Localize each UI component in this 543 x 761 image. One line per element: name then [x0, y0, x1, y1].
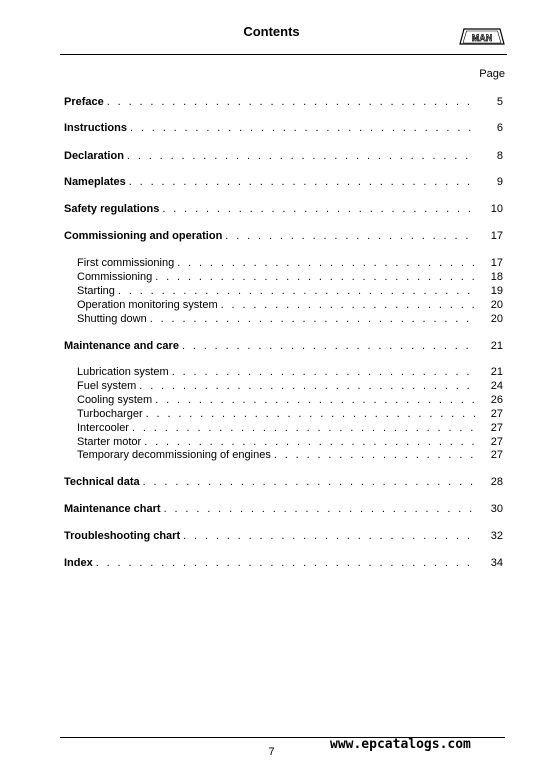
leader-dots [182, 339, 477, 353]
toc-subentry-shutting-down[interactable] [77, 312, 503, 326]
toc-entry-maintenance-chart[interactable] [64, 502, 503, 516]
toc-entry-page: 26 [490, 394, 503, 406]
toc-entry-page: 21 [490, 340, 503, 352]
leader-dots [107, 95, 477, 109]
toc-entry-page: 6 [496, 122, 503, 134]
toc-subentry-first-commissioning[interactable] [77, 256, 503, 270]
toc-subentry-cooling-system[interactable] [77, 393, 503, 407]
watermark: www.epcatalogs.com [330, 737, 471, 752]
toc-entry-label: Cooling system [77, 394, 153, 406]
man-logo-icon [458, 26, 506, 46]
toc-entry-label: Operation monitoring system [77, 299, 218, 311]
toc-entry-page: 24 [490, 380, 503, 392]
toc-entry-page: 18 [490, 271, 503, 283]
toc-entry-troubleshooting-chart[interactable] [64, 529, 503, 543]
leader-dots [96, 556, 477, 570]
leader-dots [132, 421, 477, 435]
leader-dots [274, 448, 477, 462]
toc-entry-page: 8 [496, 150, 503, 162]
page-title: Contents [243, 24, 300, 39]
page-column-label: Page [479, 68, 505, 80]
toc-entry-label: Fuel system [77, 380, 137, 392]
toc-entry-label: Troubleshooting chart [64, 530, 181, 542]
toc-entry-label: Lubrication system [77, 366, 169, 378]
toc-entry-page: 10 [490, 203, 503, 215]
leader-dots [164, 502, 477, 516]
toc-entry-page: 34 [490, 557, 503, 569]
toc-entry-page: 32 [490, 530, 503, 542]
toc-entry-page: 21 [490, 366, 503, 378]
toc-subentry-operation-monitoring-system[interactable] [77, 298, 503, 312]
toc-entry-label: Safety regulations [64, 203, 160, 215]
leader-dots [130, 121, 477, 135]
toc-subentry-lubrication-system[interactable] [77, 365, 503, 379]
leader-dots [177, 256, 477, 270]
toc-entry-page: 27 [490, 408, 503, 420]
toc-entry-page: 27 [490, 449, 503, 461]
toc-entry-page: 20 [490, 299, 503, 311]
leader-dots [144, 435, 477, 449]
toc-entry-declaration[interactable] [64, 149, 503, 163]
footer-page-number: 7 [268, 746, 275, 758]
toc-entry-page: 5 [496, 96, 503, 108]
toc-subentry-intercooler[interactable] [77, 421, 503, 435]
toc-entry-label: Maintenance and care [64, 340, 179, 352]
toc-entry-label: Turbocharger [77, 408, 143, 420]
leader-dots [118, 284, 477, 298]
toc-entry-page: 28 [490, 476, 503, 488]
toc-subentry-commissioning[interactable] [77, 270, 503, 284]
svg-text:MAN: MAN [471, 33, 493, 43]
leader-dots [155, 270, 477, 284]
toc-entry-safety-regulations[interactable] [64, 202, 503, 216]
toc-subentry-starter-motor[interactable] [77, 435, 503, 449]
leader-dots [127, 149, 477, 163]
leader-dots [183, 529, 477, 543]
toc-entry-label: First commissioning [77, 257, 175, 269]
toc-entry-label: Index [64, 557, 93, 569]
toc-entry-page: 17 [490, 257, 503, 269]
header-divider [60, 54, 507, 55]
toc-subentry-turbocharger[interactable] [77, 407, 503, 421]
leader-dots [146, 407, 477, 421]
leader-dots [172, 365, 477, 379]
leader-dots [129, 175, 477, 189]
toc-entry-page: 27 [490, 436, 503, 448]
toc-entry-label: Shutting down [77, 313, 147, 325]
toc-entry-label: Commissioning [77, 271, 153, 283]
toc-entry-preface[interactable] [64, 95, 503, 109]
toc-entry-page: 17 [490, 230, 503, 242]
leader-dots [155, 393, 477, 407]
toc-entry-page: 20 [490, 313, 503, 325]
toc-entry-label: Instructions [64, 122, 127, 134]
toc-entry-label: Temporary decommissioning of engines [77, 449, 271, 461]
leader-dots [139, 379, 477, 393]
toc-entry-nameplates[interactable] [64, 175, 503, 189]
toc-entry-label: Commissioning and operation [64, 230, 223, 242]
toc-subentry-fuel-system[interactable] [77, 379, 503, 393]
toc-entry-label: Maintenance chart [64, 503, 161, 515]
toc-entry-index[interactable] [64, 556, 503, 570]
toc-entry-instructions[interactable] [64, 121, 503, 135]
toc-entry-page: 30 [490, 503, 503, 515]
toc-entry-page: 19 [490, 285, 503, 297]
toc-entry-label: Technical data [64, 476, 140, 488]
toc-entry-commissioning-and-operation[interactable] [64, 229, 503, 243]
toc-entry-maintenance-and-care[interactable] [64, 339, 503, 353]
toc-entry-label: Nameplates [64, 176, 126, 188]
toc-entry-label: Intercooler [77, 422, 129, 434]
toc-subentry-temporary-decommissioning[interactable] [77, 448, 503, 462]
leader-dots [143, 475, 477, 489]
toc-entry-technical-data[interactable] [64, 475, 503, 489]
toc-entry-page: 27 [490, 422, 503, 434]
leader-dots [150, 312, 477, 326]
leader-dots [221, 298, 477, 312]
toc-subentry-starting[interactable] [77, 284, 503, 298]
toc-entry-label: Preface [64, 96, 104, 108]
toc-entry-label: Declaration [64, 150, 124, 162]
toc-entry-label: Starter motor [77, 436, 142, 448]
toc-entry-page: 9 [496, 176, 503, 188]
leader-dots [225, 229, 477, 243]
toc-entry-label: Starting [77, 285, 115, 297]
leader-dots [162, 202, 477, 216]
